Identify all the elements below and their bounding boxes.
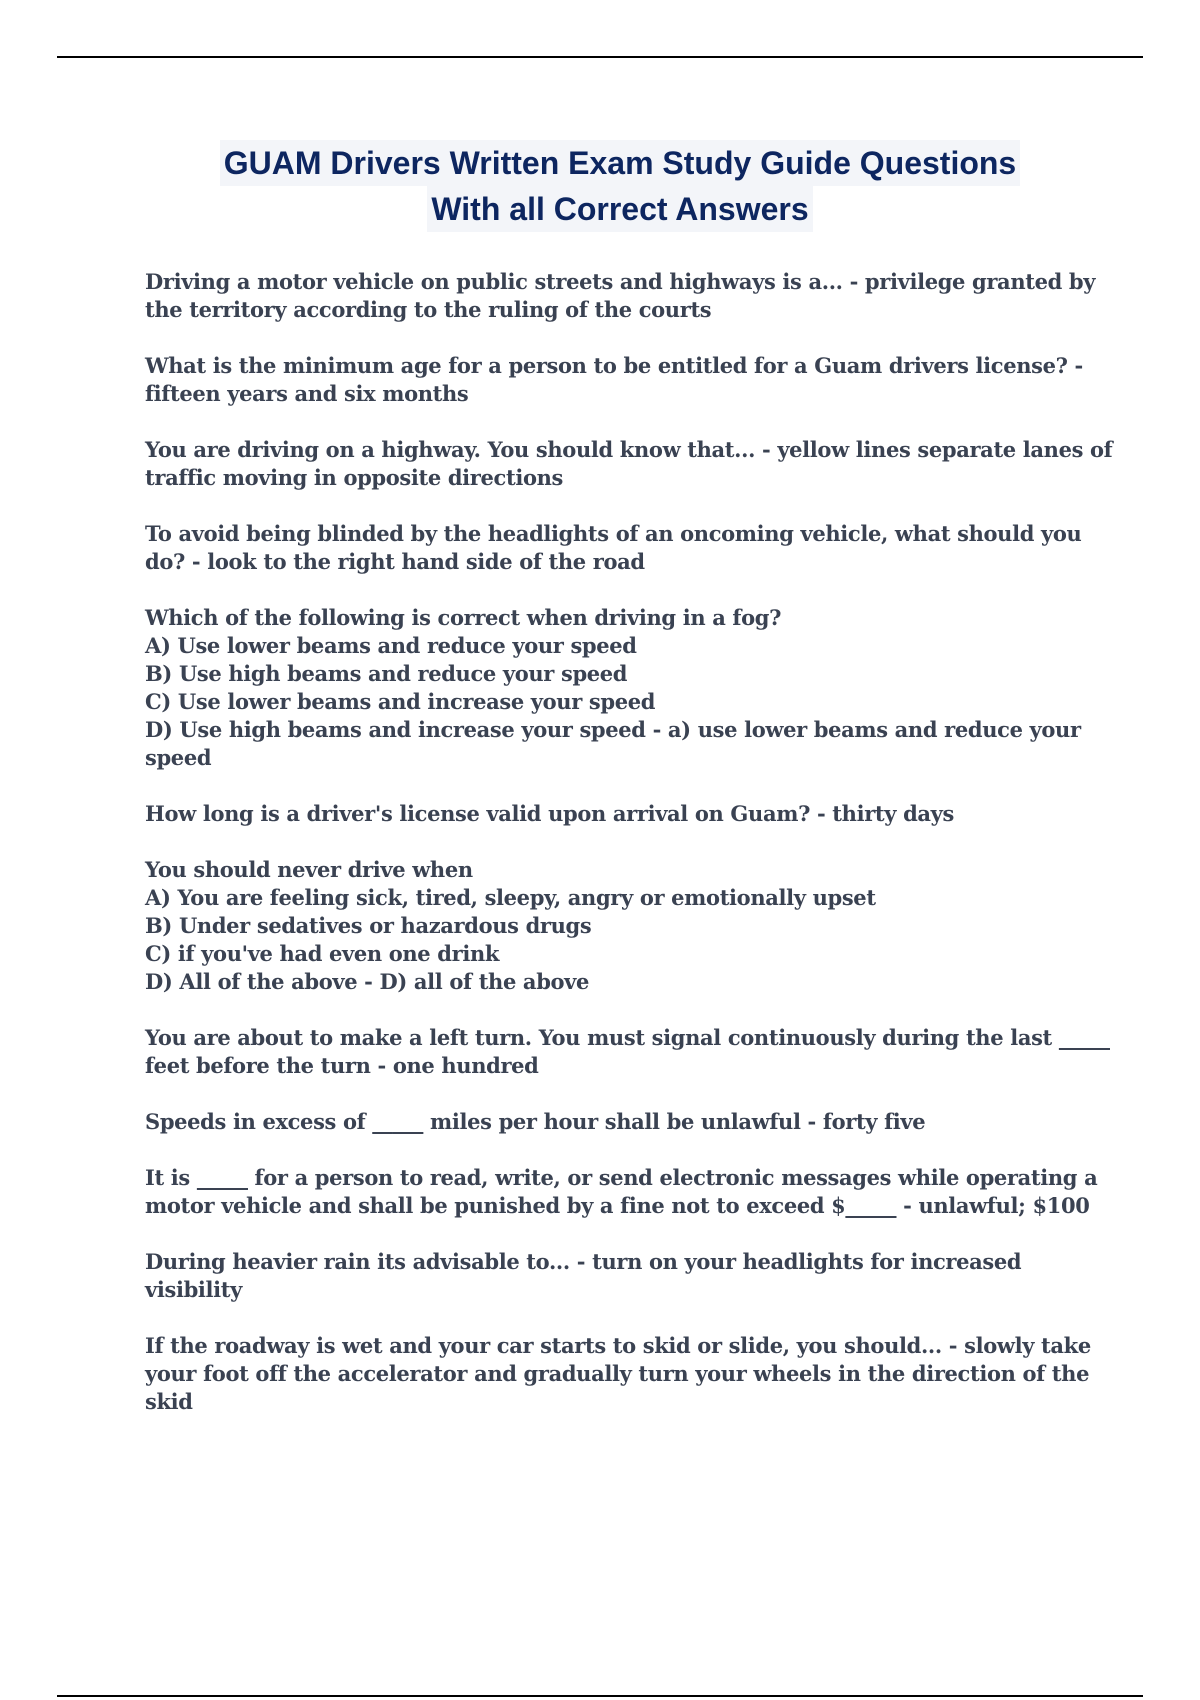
qa-line: the territory according to the ruling of the courts xyxy=(145,297,712,322)
qa-line: Speeds in excess of _____ miles per hour shall be unlawful - forty five xyxy=(145,1109,926,1134)
qa-line: D) Use high beams and increase your speed - a) use lower beams and reduce your xyxy=(145,717,1081,742)
qa-item xyxy=(145,604,1095,772)
qa-item xyxy=(145,520,1095,576)
qa-line: Driving a motor vehicle on public streets and highways is a... - privilege granted by xyxy=(145,269,1096,294)
qa-line: C) if you've had even one drink xyxy=(145,941,500,966)
qa-line: A) You are feeling sick, tired, sleepy, angry or emotionally upset xyxy=(145,885,876,910)
qa-line: fifteen years and six months xyxy=(145,381,469,406)
qa-line: B) Use high beams and reduce your speed xyxy=(145,661,628,686)
qa-item xyxy=(145,1108,1095,1136)
qa-line: Which of the following is correct when driving in a fog? xyxy=(145,605,782,630)
qa-line: What is the minimum age for a person to be entitled for a Guam drivers license? - xyxy=(145,353,1083,378)
qa-line: skid xyxy=(145,1389,193,1414)
qa-line: During heavier rain its advisable to... - turn on your headlights for increased xyxy=(145,1249,1022,1274)
qa-item xyxy=(145,856,1095,996)
qa-line: How long is a driver's license valid upon arrival on Guam? - thirty days xyxy=(145,801,954,826)
qa-item xyxy=(145,1024,1110,1080)
qa-item xyxy=(145,268,1095,324)
qa-list xyxy=(145,268,1113,1444)
title-line: GUAM Drivers Written Exam Study Guide Questions xyxy=(220,140,1020,186)
qa-line: D) All of the above - D) all of the above xyxy=(145,969,590,994)
qa-line: You are driving on a highway. You should know that... - yellow lines separate lanes of xyxy=(145,437,1113,462)
qa-line: speed xyxy=(145,745,212,770)
qa-line: It is _____ for a person to read, write, or send electronic messages while operating a xyxy=(145,1165,1098,1190)
qa-line: To avoid being blinded by the headlights of an oncoming vehicle, what should you xyxy=(145,521,1082,546)
page-title xyxy=(100,140,1140,232)
qa-line: You should never drive when xyxy=(145,857,473,882)
qa-line: do? - look to the right hand side of the road xyxy=(145,549,645,574)
top-rule xyxy=(57,56,1143,58)
qa-item xyxy=(145,436,1113,492)
qa-line: motor vehicle and shall be punished by a fine not to exceed $_____ - unlawful; $100 xyxy=(145,1193,1090,1218)
qa-item xyxy=(145,1248,1095,1304)
qa-line: B) Under sedatives or hazardous drugs xyxy=(145,913,592,938)
qa-line: You are about to make a left turn. You must signal continuously during the last _____ xyxy=(145,1025,1110,1050)
title-line: With all Correct Answers xyxy=(427,186,812,232)
qa-line: feet before the turn - one hundred xyxy=(145,1053,539,1078)
qa-line: C) Use lower beams and increase your speed xyxy=(145,689,656,714)
qa-item xyxy=(145,1332,1095,1416)
qa-item xyxy=(145,352,1095,408)
qa-line: your foot off the accelerator and gradually turn your wheels in the direction of the xyxy=(145,1361,1090,1386)
qa-item xyxy=(145,1164,1098,1220)
qa-line: A) Use lower beams and reduce your speed xyxy=(145,633,637,658)
qa-line: traffic moving in opposite directions xyxy=(145,465,563,490)
bottom-rule xyxy=(57,1695,1143,1697)
qa-line: If the roadway is wet and your car starts to skid or slide, you should... - slowly take xyxy=(145,1333,1091,1358)
qa-item xyxy=(145,800,1095,828)
qa-line: visibility xyxy=(145,1277,242,1302)
